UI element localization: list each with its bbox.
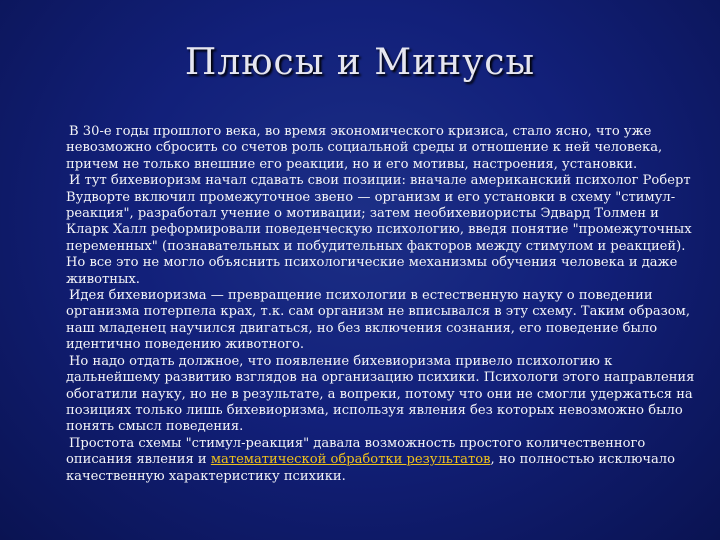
paragraph-1: В 30-е годы прошлого века, во время экономического кризиса, стало ясно, что уже невозможно сбросить со счетов роль социальной среды и отношение к ней человека, причем не только внешние его реакции, но и его мотивы, настроения, установки.	[66, 124, 663, 172]
paragraph-2: И тут бихевиоризм начал сдавать свои позиции: вначале американский психолог Роберт Вудворте включил промежуточное звено — организм и его установки в схему "стимул-реакция", разработал учение о мотивации; затем необихевиористы Эдвард Толмен и Кларк Халл реформировали поведенческую психологию, введя понятие "промежуточных переменных" (познавательных и побудительных факторов между стимулом и реакцией). Но все это не могло объяснить психологические механизмы обучения человека и даже животных.	[66, 173, 692, 287]
paragraph-4: Но надо отдать должное, что появление бихевиоризма привело психологию к дальнейшему развитию взглядов на организацию психики. Психологи этого направления обогатили науку, но не в результате, а вопреки, потому что они не смогли удержаться на позициях только лишь бихевиоризма, используя явления без которых невозможно было понять смысл поведения.	[66, 353, 695, 435]
paragraph-3: Идея бихевиоризма — превращение психологии в естественную науку о поведении организма потерпела крах, т.к. сам организм не вписывался в эту схему. Таким образом, наш младенец научился двигаться, но без включения сознания, его поведение было идентично поведению животного.	[66, 288, 691, 353]
slide-title: Плюсы и Минусы	[184, 42, 536, 83]
paragraph-5	[66, 436, 696, 485]
paragraph-5-text-before: Простота схемы "стимул-реакция" давала возможность простого количественного описания явления и	[66, 435, 646, 468]
slide-body	[66, 124, 696, 485]
math-processing-link[interactable]: математической обработки результатов	[210, 452, 491, 468]
paragraph-5-text-after: , но полностью исключало качественную характеристику психики.	[66, 452, 676, 484]
